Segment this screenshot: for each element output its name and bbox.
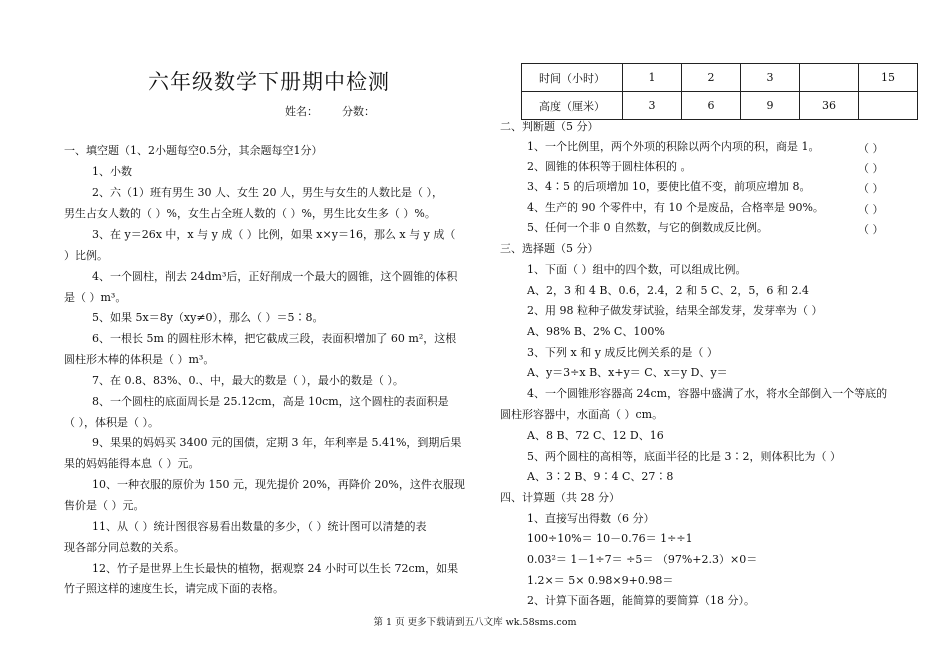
question-line: 4、生产的 90 个零件中，有 10 个是废品，合格率是 90%。 xyxy=(527,201,824,214)
question-line: 5、两个圆柱的高相等，底面半径的比是 3∶2，则体积比为（ ） xyxy=(527,450,841,463)
question-line: 10、一种衣服的原价为 150 元，现先提价 20%，再降价 20%，这件衣服现 xyxy=(92,478,465,491)
section-judge-heading: 二、判断题（5 分） xyxy=(500,120,599,133)
exam-title: 六年级数学下册期中检测 xyxy=(148,70,390,94)
question-line: 12、竹子是世界上生长最快的植物，据观察 24 小时可以生长 72cm，如果 xyxy=(92,562,459,575)
question-line: 2、六（1）班有男生 30 人、女生 20 人，男生与女生的人数比是（ ）， xyxy=(92,186,443,199)
table-cell: 15 xyxy=(859,64,918,92)
question-line: 11、从（ ）统计图很容易看出数量的多少，（ ）统计图可以清楚的表 xyxy=(92,520,427,533)
question-line: 2、用 98 粒种子做发芽试验，结果全部发芽，发芽率为（ ） xyxy=(527,304,823,317)
score-label: 分数： xyxy=(342,105,375,118)
question-line: 果的妈妈能得本息（ ）元。 xyxy=(64,457,200,470)
table-cell: 高度（厘米） xyxy=(522,92,623,120)
question-line: 1、小数 xyxy=(92,165,132,178)
choice-options: A、y＝3÷x B、x+y＝ C、x＝y D、y＝ xyxy=(527,366,728,379)
calc-line: 1.2×＝ 5× 0.98×9+0.98＝ xyxy=(527,574,674,587)
choice-options: A、2，3 和 4 B、0.6，2.4，2 和 5 C、2，5，6 和 2.4 xyxy=(527,284,809,297)
section-fill-heading: 一、填空题（1、2小题每空0.5分，其余题每空1分） xyxy=(64,144,323,157)
table-cell: 36 xyxy=(800,92,859,120)
choice-options: A、98% B、2% C、100% xyxy=(527,325,665,338)
choice-options: A、8 B、72 C、12 D、16 xyxy=(527,429,664,442)
question-line: 6、一根长 5m 的圆柱形木棒，把它截成三段，表面积增加了 60 m²，这根 xyxy=(92,332,457,345)
growth-table xyxy=(521,63,918,120)
table-cell: 6 xyxy=(682,92,741,120)
question-line: 7、在 0.8、83%、0.、中，最大的数是（ ），最小的数是（ ）。 xyxy=(92,374,404,387)
question-line: 现各部分同总数的关系。 xyxy=(64,541,185,554)
name-label: 姓名： xyxy=(285,105,318,118)
answer-paren: （ ） xyxy=(858,142,884,155)
answer-paren: （ ） xyxy=(858,162,884,175)
question-line: 4、一个圆柱，削去 24dm³后，正好削成一个最大的圆锥，这个圆锥的体积 xyxy=(92,270,458,283)
choice-options: A、3∶2 B、9∶4 C、27∶8 xyxy=(527,470,674,483)
question-line: ）比例。 xyxy=(64,249,108,262)
table-cell xyxy=(800,64,859,92)
table-row xyxy=(522,92,918,120)
question-line: 3、下列 x 和 y 成反比例关系的是（ ） xyxy=(527,346,718,359)
table-cell: 3 xyxy=(623,92,682,120)
question-line: 售价是（ ）元。 xyxy=(64,499,145,512)
section-calc-heading: 四、计算题（共 28 分） xyxy=(500,491,620,504)
question-line: 圆柱形容器中，水面高（ ）cm。 xyxy=(500,408,664,421)
question-line: 3、4∶5 的后项增加 10，要使比值不变，前项应增加 8。 xyxy=(527,180,811,193)
table-cell: 1 xyxy=(623,64,682,92)
calc-line: 0.03²＝ 1－1÷7＝ ÷5＝ （97%+2.3）×0＝ xyxy=(527,553,758,566)
question-line: 竹子照这样的速度生长，请完成下面的表格。 xyxy=(64,582,284,595)
table-cell: 3 xyxy=(741,64,800,92)
question-line: 2、圆锥的体积等于圆柱体积的 。 xyxy=(527,160,692,173)
table-cell: 9 xyxy=(741,92,800,120)
question-line: 2、计算下面各题，能简算的要简算（18 分）。 xyxy=(527,594,755,607)
question-line: 1、直接写出得数（6 分） xyxy=(527,512,655,525)
question-line: 5、任何一个非 0 自然数，与它的倒数成反比例。 xyxy=(527,221,768,234)
table-cell: 时间（小时） xyxy=(522,64,623,92)
question-line: 1、一个比例里，两个外项的积除以两个内项的积，商是 1。 xyxy=(527,140,820,153)
question-line: 4、一个圆锥形容器高 24cm，容器中盛满了水，将水全部倒入一个等底的 xyxy=(527,387,888,400)
section-choice-heading: 三、选择题（5 分） xyxy=(500,242,599,255)
question-line: 男生占女人数的（ ）%，女生占全班人数的（ ）%，男生比女生多（ ）%。 xyxy=(64,207,436,220)
question-line: 圆柱形木棒的体积是（ ）m³。 xyxy=(64,353,215,366)
table-cell xyxy=(859,92,918,120)
page-footer: 第 1 页 更多下载请到五八文库 wk.58sms.com xyxy=(373,617,577,628)
calc-line: 100÷10%＝ 10－0.76＝ 1÷÷1 xyxy=(527,532,693,545)
answer-paren: （ ） xyxy=(858,182,884,195)
question-line: 9、果果的妈妈买 3400 元的国债，定期 3 年，年利率是 5.41%，到期后果 xyxy=(92,436,462,449)
table-row xyxy=(522,64,918,92)
question-line: 3、在 y＝26x 中，x 与 y 成（ ）比例，如果 x×y＝16，那么 x 与 y 成（ xyxy=(92,228,456,241)
table-cell: 2 xyxy=(682,64,741,92)
answer-paren: （ ） xyxy=(858,223,884,236)
question-line: （ ），体积是（ ）。 xyxy=(64,416,159,429)
answer-paren: （ ） xyxy=(858,203,884,216)
question-line: 5、如果 5x＝8y（xy≠0），那么（ ）＝5∶8。 xyxy=(92,311,324,324)
question-line: 是（ ）m³。 xyxy=(64,291,127,304)
question-line: 8、一个圆柱的底面周长是 25.12cm，高是 10cm，这个圆柱的表面积是 xyxy=(92,395,449,408)
question-line: 1、下面（ ）组中的四个数，可以组成比例。 xyxy=(527,263,747,276)
